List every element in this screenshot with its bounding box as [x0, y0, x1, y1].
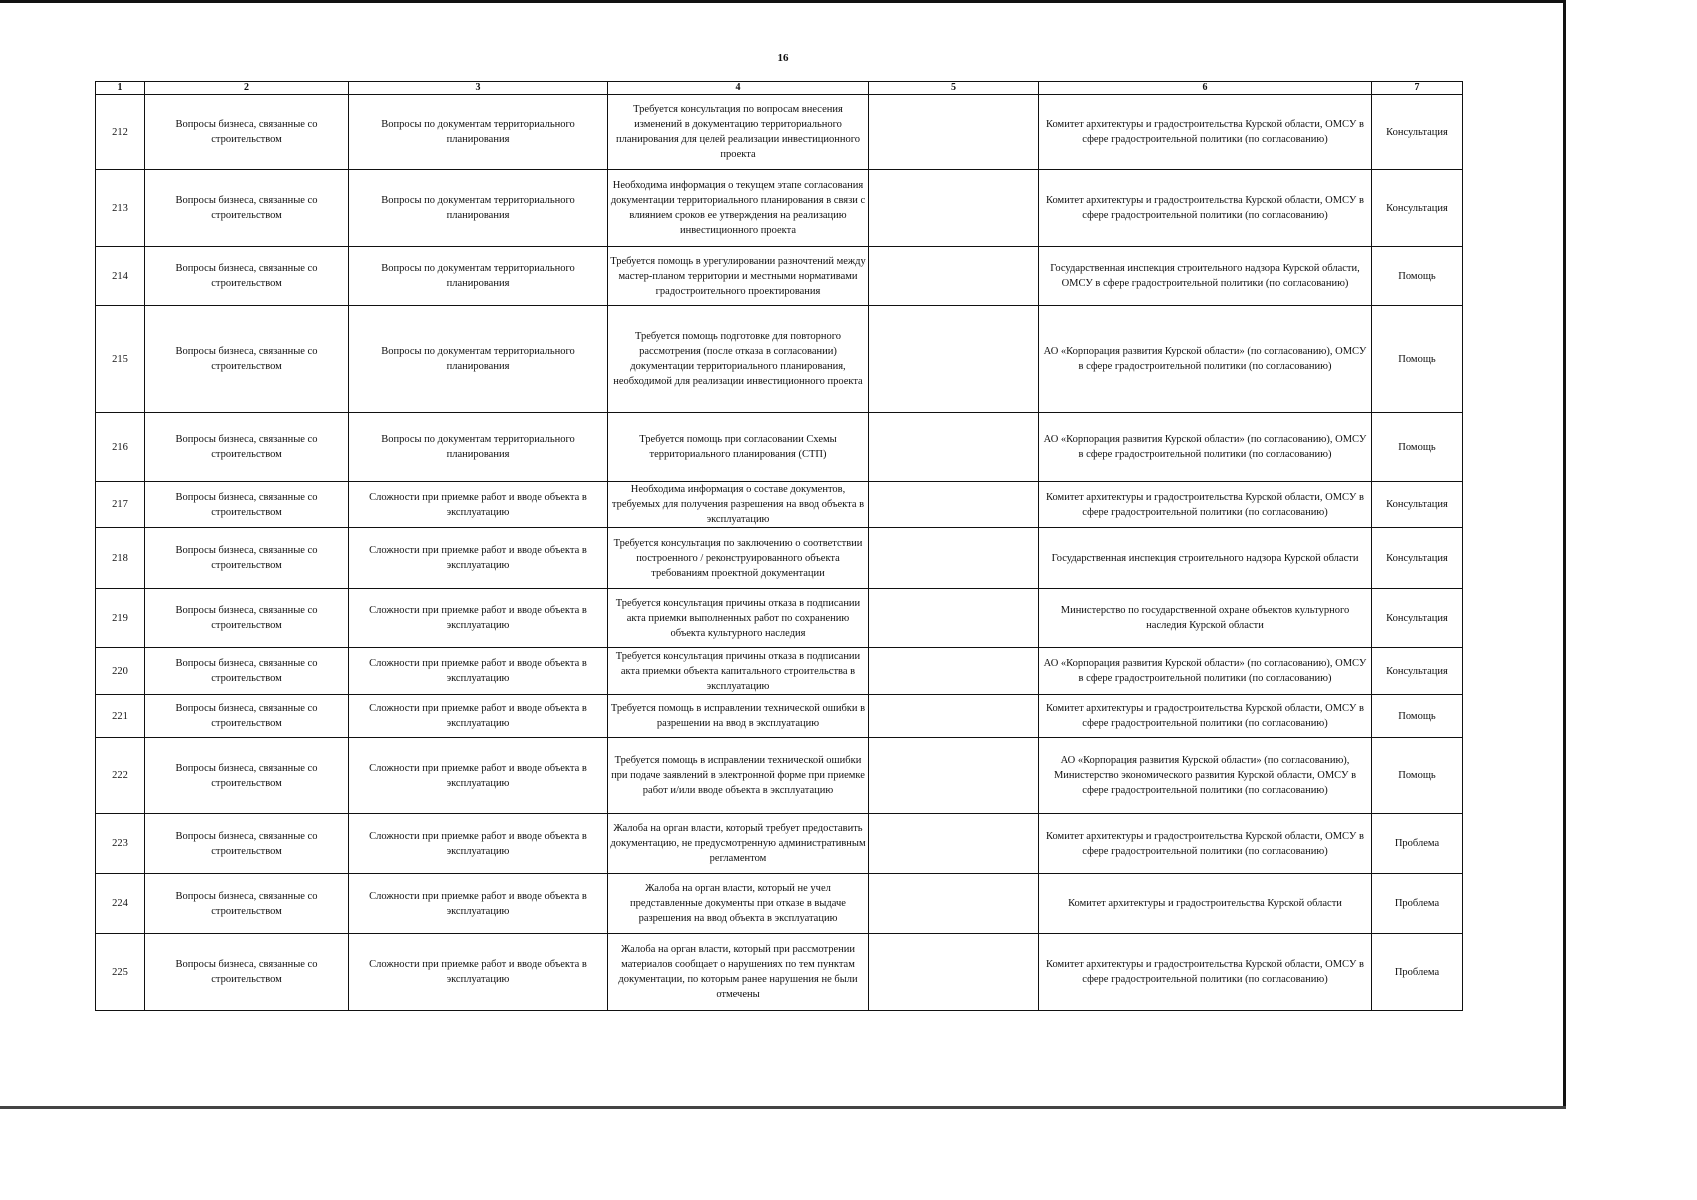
scan-edge-bottom — [0, 1106, 1566, 1109]
table-header-row — [96, 82, 1463, 95]
empty-cell — [869, 482, 1039, 528]
table-row — [96, 247, 1463, 306]
type-cell: Консультация — [1372, 170, 1463, 247]
description-cell: Жалоба на орган власти, который не учел представленные документы при отказе в выдаче разрешения на ввод объекта в эксплуатацию — [608, 874, 869, 934]
empty-cell — [869, 589, 1039, 648]
category-cell: Вопросы бизнеса, связанные со строительством — [145, 482, 349, 528]
type-cell: Консультация — [1372, 482, 1463, 528]
empty-cell — [869, 170, 1039, 247]
table-row — [96, 648, 1463, 695]
category-cell: Вопросы бизнеса, связанные со строительством — [145, 874, 349, 934]
table-row — [96, 306, 1463, 413]
category-cell: Вопросы бизнеса, связанные со строительством — [145, 528, 349, 589]
table-row — [96, 528, 1463, 589]
empty-cell — [869, 413, 1039, 482]
type-cell: Проблема — [1372, 814, 1463, 874]
responsible-cell: Государственная инспекция строительного надзора Курской области, ОМСУ в сфере градостроительной политики (по согласованию) — [1039, 247, 1372, 306]
type-cell: Помощь — [1372, 247, 1463, 306]
responsible-cell: Комитет архитектуры и градостроительства Курской области, ОМСУ в сфере градостроительной политики (по согласованию) — [1039, 934, 1372, 1011]
topic-cell: Вопросы по документам территориального планирования — [349, 247, 608, 306]
description-cell: Требуется консультация причины отказа в подписании акта приемки объекта капитального строительства в эксплуатацию — [608, 648, 869, 695]
responsible-cell: Комитет архитектуры и градостроительства Курской области, ОМСУ в сфере градостроительной политики (по согласованию) — [1039, 170, 1372, 247]
type-cell: Консультация — [1372, 528, 1463, 589]
row-number: 213 — [96, 170, 145, 247]
topic-cell: Вопросы по документам территориального планирования — [349, 413, 608, 482]
empty-cell — [869, 528, 1039, 589]
category-cell: Вопросы бизнеса, связанные со строительством — [145, 695, 349, 738]
column-header: 5 — [869, 82, 1039, 95]
category-cell: Вопросы бизнеса, связанные со строительством — [145, 814, 349, 874]
table-row — [96, 413, 1463, 482]
empty-cell — [869, 814, 1039, 874]
column-header: 6 — [1039, 82, 1372, 95]
responsible-cell: Комитет архитектуры и градостроительства Курской области, ОМСУ в сфере градостроительной политики (по согласованию) — [1039, 814, 1372, 874]
responsible-cell: Комитет архитектуры и градостроительства Курской области, ОМСУ в сфере градостроительной политики (по согласованию) — [1039, 482, 1372, 528]
table-row — [96, 482, 1463, 528]
responsible-cell: Комитет архитектуры и градостроительства Курской области — [1039, 874, 1372, 934]
table-row — [96, 934, 1463, 1011]
type-cell: Помощь — [1372, 306, 1463, 413]
row-number: 220 — [96, 648, 145, 695]
responsible-cell: АО «Корпорация развития Курской области» (по согласованию), ОМСУ в сфере градостроительной политики (по согласованию) — [1039, 413, 1372, 482]
empty-cell — [869, 247, 1039, 306]
empty-cell — [869, 306, 1039, 413]
row-number: 223 — [96, 814, 145, 874]
topic-cell: Сложности при приемке работ и вводе объекта в эксплуатацию — [349, 874, 608, 934]
description-cell: Требуется помощь при согласовании Схемы территориального планирования (СТП) — [608, 413, 869, 482]
description-cell: Жалоба на орган власти, который при рассмотрении материалов сообщает о нарушениях по тем пунктам документации, по которым ранее нарушения не были отмечены — [608, 934, 869, 1011]
scan-edge-top — [0, 0, 1566, 3]
scan-edge-right — [1563, 0, 1566, 1109]
type-cell: Консультация — [1372, 95, 1463, 170]
type-cell: Помощь — [1372, 738, 1463, 814]
topic-cell: Вопросы по документам территориального планирования — [349, 170, 608, 247]
category-cell: Вопросы бизнеса, связанные со строительством — [145, 247, 349, 306]
responsible-cell: АО «Корпорация развития Курской области» (по согласованию), Министерство экономического развития Курской области, ОМСУ в сфере градостроительной политики (по согласованию) — [1039, 738, 1372, 814]
type-cell: Консультация — [1372, 589, 1463, 648]
responsible-cell: Министерство по государственной охране объектов культурного наследия Курской области — [1039, 589, 1372, 648]
topic-cell: Сложности при приемке работ и вводе объекта в эксплуатацию — [349, 528, 608, 589]
row-number: 222 — [96, 738, 145, 814]
category-cell: Вопросы бизнеса, связанные со строительством — [145, 648, 349, 695]
type-cell: Проблема — [1372, 874, 1463, 934]
table-row — [96, 738, 1463, 814]
description-cell: Требуется консультация по заключению о соответствии построенного / реконструированного объекта требованиям проектной документации — [608, 528, 869, 589]
row-number: 219 — [96, 589, 145, 648]
category-cell: Вопросы бизнеса, связанные со строительством — [145, 413, 349, 482]
topic-cell: Вопросы по документам территориального планирования — [349, 306, 608, 413]
description-cell: Требуется консультация причины отказа в подписании акта приемки выполненных работ по сохранению объекта культурного наследия — [608, 589, 869, 648]
table-row — [96, 814, 1463, 874]
type-cell: Проблема — [1372, 934, 1463, 1011]
responsible-cell: АО «Корпорация развития Курской области» (по согласованию), ОМСУ в сфере градостроительной политики (по согласованию) — [1039, 648, 1372, 695]
row-number: 225 — [96, 934, 145, 1011]
category-cell: Вопросы бизнеса, связанные со строительством — [145, 934, 349, 1011]
row-number: 212 — [96, 95, 145, 170]
table-row — [96, 589, 1463, 648]
table-row — [96, 874, 1463, 934]
category-cell: Вопросы бизнеса, связанные со строительством — [145, 306, 349, 413]
row-number: 214 — [96, 247, 145, 306]
responsible-cell: АО «Корпорация развития Курской области» (по согласованию), ОМСУ в сфере градостроительной политики (по согласованию) — [1039, 306, 1372, 413]
row-number: 221 — [96, 695, 145, 738]
topic-cell: Вопросы по документам территориального планирования — [349, 95, 608, 170]
row-number: 217 — [96, 482, 145, 528]
empty-cell — [869, 648, 1039, 695]
page-number: 16 — [777, 52, 789, 64]
column-header: 4 — [608, 82, 869, 95]
description-cell: Требуется помощь в исправлении технической ошибки в разрешении на ввод в эксплуатацию — [608, 695, 869, 738]
category-cell: Вопросы бизнеса, связанные со строительством — [145, 589, 349, 648]
responsible-cell: Государственная инспекция строительного надзора Курской области — [1039, 528, 1372, 589]
topic-cell: Сложности при приемке работ и вводе объекта в эксплуатацию — [349, 934, 608, 1011]
empty-cell — [869, 934, 1039, 1011]
type-cell: Консультация — [1372, 648, 1463, 695]
empty-cell — [869, 695, 1039, 738]
row-number: 216 — [96, 413, 145, 482]
empty-cell — [869, 738, 1039, 814]
row-number: 215 — [96, 306, 145, 413]
topic-cell: Сложности при приемке работ и вводе объекта в эксплуатацию — [349, 648, 608, 695]
type-cell: Помощь — [1372, 413, 1463, 482]
row-number: 224 — [96, 874, 145, 934]
topic-cell: Сложности при приемке работ и вводе объекта в эксплуатацию — [349, 695, 608, 738]
category-cell: Вопросы бизнеса, связанные со строительством — [145, 170, 349, 247]
table-row — [96, 95, 1463, 170]
row-number: 218 — [96, 528, 145, 589]
description-cell: Необходима информация о составе документов, требуемых для получения разрешения на ввод объекта в эксплуатацию — [608, 482, 869, 528]
topic-cell: Сложности при приемке работ и вводе объекта в эксплуатацию — [349, 738, 608, 814]
topic-cell: Сложности при приемке работ и вводе объекта в эксплуатацию — [349, 589, 608, 648]
topic-cell: Сложности при приемке работ и вводе объекта в эксплуатацию — [349, 482, 608, 528]
description-cell: Жалоба на орган власти, который требует предоставить документацию, не предусмотренную административным регламентом — [608, 814, 869, 874]
description-cell: Требуется помощь в урегулировании разночтений между мастер-планом территории и местными нормативами градостроительного проектирования — [608, 247, 869, 306]
column-header: 3 — [349, 82, 608, 95]
description-cell: Требуется помощь в исправлении технической ошибки при подаче заявлений в электронной форме при приемке работ и/или вводе объекта в эксплуатацию — [608, 738, 869, 814]
topic-cell: Сложности при приемке работ и вводе объекта в эксплуатацию — [349, 814, 608, 874]
table-row — [96, 695, 1463, 738]
type-cell: Помощь — [1372, 695, 1463, 738]
column-header: 2 — [145, 82, 349, 95]
description-cell: Требуется консультация по вопросам внесения изменений в документацию территориального планирования для целей реализации инвестиционного проекта — [608, 95, 869, 170]
data-table — [95, 81, 1463, 1011]
empty-cell — [869, 874, 1039, 934]
responsible-cell: Комитет архитектуры и градостроительства Курской области, ОМСУ в сфере градостроительной политики (по согласованию) — [1039, 95, 1372, 170]
description-cell: Необходима информация о текущем этапе согласования документации территориального планирования в связи с влиянием сроков ее утверждения на реализацию инвестиционного проекта — [608, 170, 869, 247]
description-cell: Требуется помощь подготовке для повторного рассмотрения (после отказа в согласовании) документации территориального планирования, необходимой для реализации инвестиционного проекта — [608, 306, 869, 413]
column-header: 7 — [1372, 82, 1463, 95]
column-header: 1 — [96, 82, 145, 95]
empty-cell — [869, 95, 1039, 170]
category-cell: Вопросы бизнеса, связанные со строительством — [145, 95, 349, 170]
category-cell: Вопросы бизнеса, связанные со строительством — [145, 738, 349, 814]
table-row — [96, 170, 1463, 247]
responsible-cell: Комитет архитектуры и градостроительства Курской области, ОМСУ в сфере градостроительной политики (по согласованию) — [1039, 695, 1372, 738]
